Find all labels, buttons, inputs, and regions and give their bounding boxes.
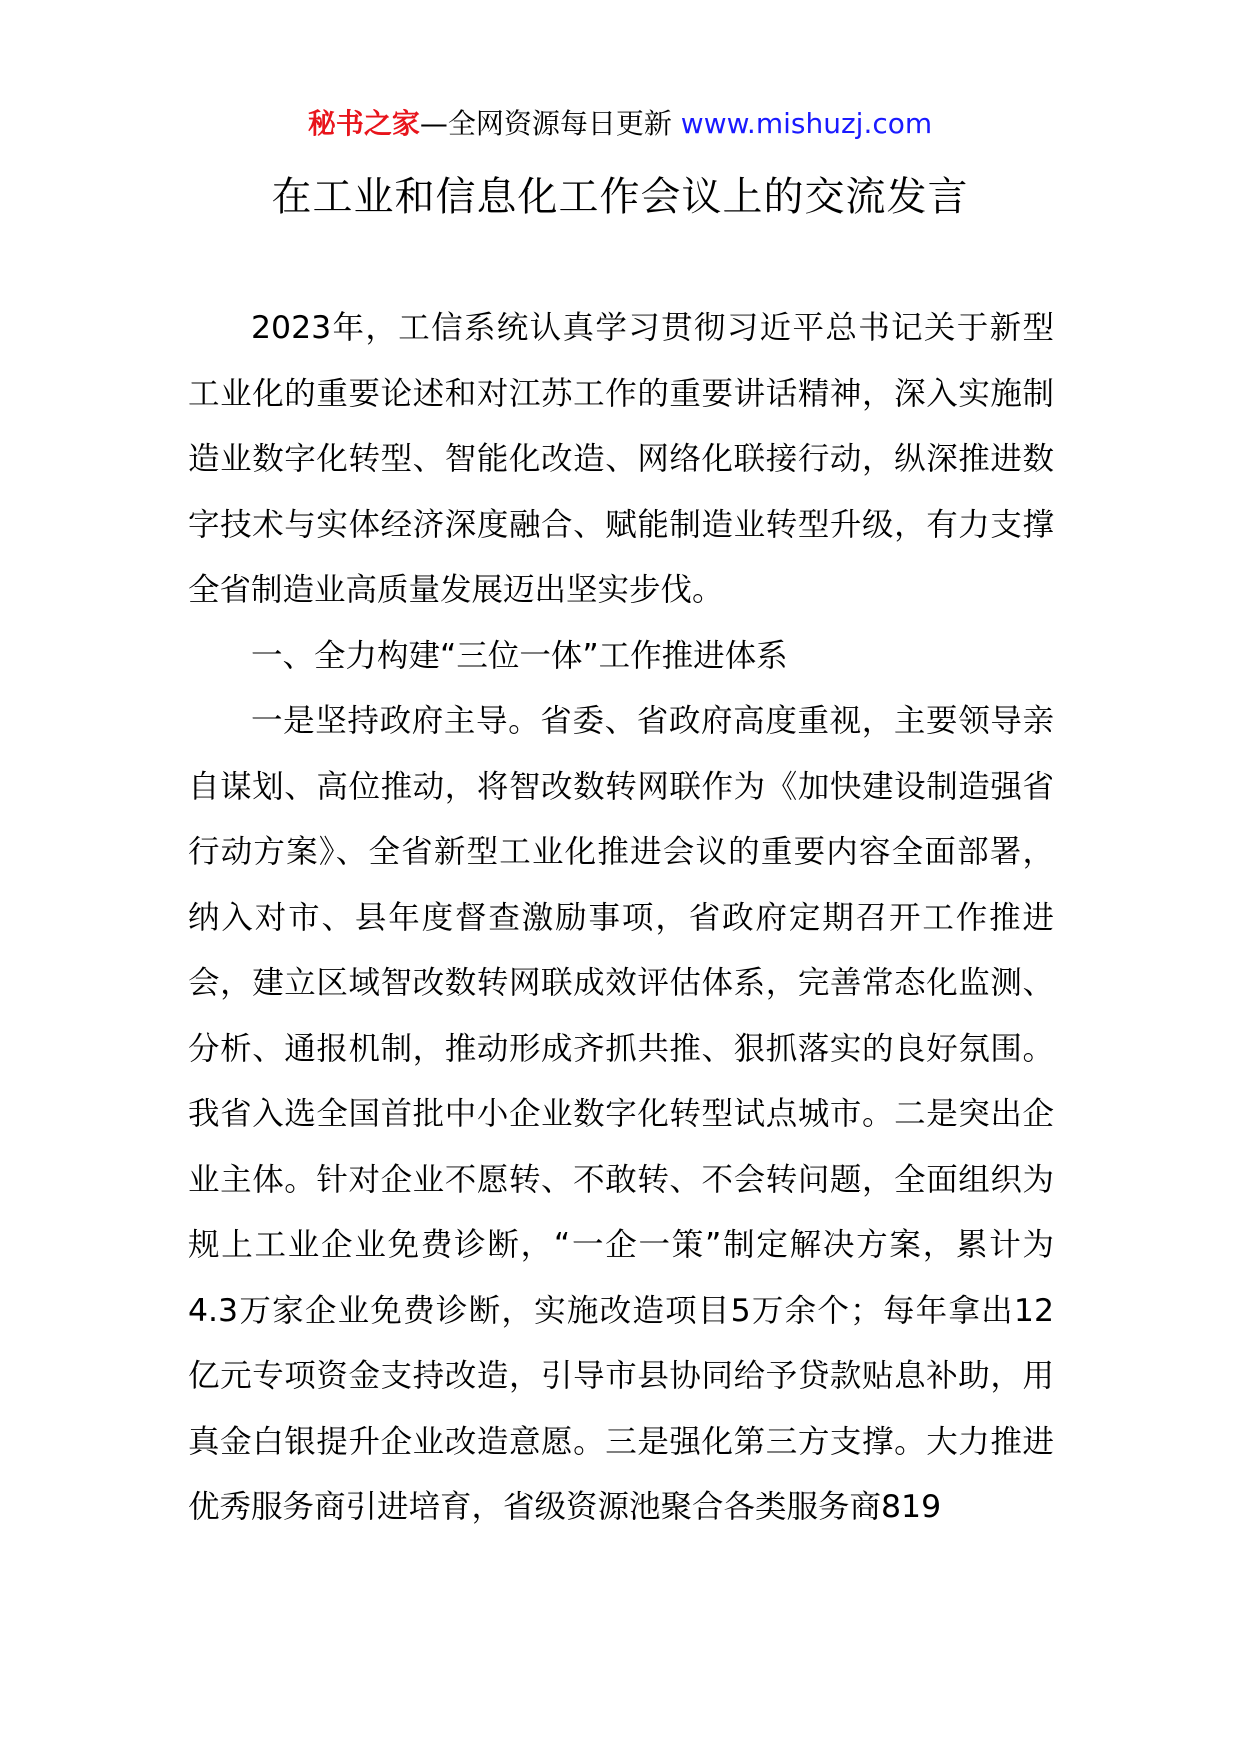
paragraph-section-1: 一是坚持政府主导。省委、省政府高度重视，主要领导亲自谋划、高位推动，将智改数转网联作为《加快建设制造强省行动方案》、全省新型工业化推进会议的重要内容全面部署，纳入对市、县年度督查激励事项，省政府定期召开工作推进会，建立区域智改数转网联成效评估体系，完善常态化监测、分析、通报机制，推动形成齐抓共推、狠抓落实的良好氛围。我省入选全国首批中小企业数字化转型试点城市。二是突出企业主体。针对企业不愿转、不敢转、不会转问题，全面组织为规上工业企业免费诊断，“一企一策”制定解决方案，累计为4.3万家企业免费诊断，实施改造项目5万余个；每年拿出12亿元专项资金支持改造，引导市县协同给予贷款贴息补助，用真金白银提升企业改造意愿。三是强化第三方支撑。大力推进优秀服务商引进培育，省级资源池聚合各类服务商819 [188,703,1054,1525]
brand-url-link[interactable]: www.mishuzj.com [680,107,933,140]
brand-name: 秘书之家 [307,107,420,140]
document-body [188,296,1054,1541]
section-heading-1: 一、全力构建“三位一体”工作推进体系 [251,637,788,674]
paragraph-intro: 2023年，工信系统认真学习贯彻习近平总书记关于新型工业化的重要论述和对江苏工作的重要讲话精神，深入实施制造业数字化转型、智能化改造、网络化联接行动，纵深推进数字技术与实体经济深度融合、赋能制造业转型升级，有力支撑全省制造业高质量发展迈出坚实步伐。 [188,310,1054,608]
brand-slogan: —全网资源每日更新 [419,107,672,140]
watermark-header [0,104,1240,144]
document-title: 在工业和信息化工作会议上的交流发言 [271,174,969,220]
